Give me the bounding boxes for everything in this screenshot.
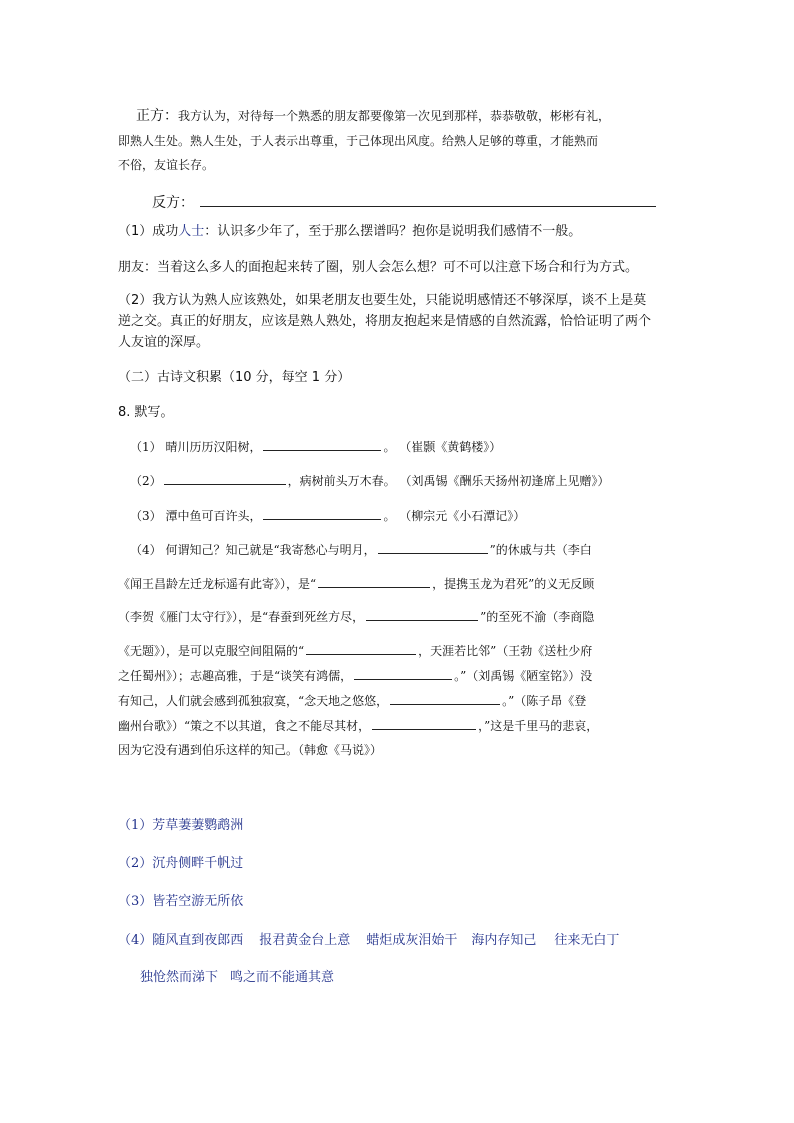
q4-line-1 [130,541,592,558]
fan-label: 反方： [152,195,194,211]
q1-prefix: （1） 晴川历历汉阳树， [130,440,262,454]
zheng-line-2: 即熟人生处。熟人生处，于人表示出尊重，于己体现出风度。给熟人足够的尊重，才能熟而 [118,134,599,148]
answer1-p1-rest: ：认识多少年了，至于那么摆谱吗？抱你是说明我们感情不一般。 [204,224,582,239]
q4-l4a: 《无题》），是可以克服空间阻隔的“ [118,644,305,658]
q4-l5a: 之任蜀州》）；志趣高雅，于是“谈笑有鸿儒， [118,669,353,683]
answer-3: （3）皆若空游无所依 [118,894,244,909]
fan-answer-blank[interactable] [200,194,656,207]
q4-l7a: 幽州台歌》）“策之不以其道，食之不能尽其材， [118,719,371,733]
answer-4-item: 报君黄金台上意 [259,933,351,948]
zheng-label: 正方： [136,108,178,124]
q4-l3a: （李贺《雁门太守行》），是“春蚕到死丝方尽， [118,610,365,624]
q4-l2b: ，提携玉龙为君死”的义无反顾 [432,577,595,591]
answer-4-item: 独怆然而涕下 [140,970,219,985]
answer-4-item: 海内存知己 [471,933,537,948]
q4-l6a: 有知己，人们就会感到孤独寂寞，“念天地之悠悠， [118,694,389,708]
q1-blank[interactable] [263,438,381,451]
answer-2: （2）沉舟侧畔千帆过 [118,856,244,871]
q3-blank[interactable] [263,507,381,520]
zheng-text-1: 我方认为，对待每一个熟悉的朋友都要像第一次见到那样，恭恭敬敬，彬彬有礼， [178,109,611,123]
q4-blank-5[interactable] [354,667,452,680]
answer-4-item: 随风直到夜郎西 [152,933,244,948]
q8-item-3 [130,507,525,524]
answer1-p1-prefix: （1）成功 [118,224,179,239]
q4-l2a: 《闻王昌龄左迁龙标遥有此寄》），是“ [118,577,317,591]
q4-line-8: 因为它没有遇到伯乐这样的知己。（韩愈《马说》） [118,743,383,757]
q2-blank[interactable] [164,472,286,485]
q4-l7b: ，”这是千里马的悲哀， [478,719,599,733]
q4-line-4 [118,642,592,659]
q4-line-5 [118,667,592,684]
q4-line-7 [118,717,598,734]
answer-4-line-1 [118,933,619,949]
q4-blank-4[interactable] [306,642,416,655]
q4-blank-2[interactable] [318,575,430,588]
q4-line-3 [118,608,594,625]
q4-blank-7[interactable] [372,717,476,730]
q8-item-1 [130,438,501,455]
q4-l3b: ”的至死不渝（李商隐 [480,610,595,624]
answer-4-item: 往来无白丁 [554,933,620,948]
q2-suffix: ，病树前头万木春。 （刘禹锡《酬乐天扬州初逢席上见赠》） [287,474,610,488]
q4-l4b: ，天涯若比邻”（王勃《送杜少府 [418,644,593,658]
answer-4-label: （4） [118,933,153,948]
answer-4-item: 蜡炬成灰泪始干 [366,933,458,948]
q4-line-6 [118,692,586,709]
q4-blank-3[interactable] [366,608,478,621]
q8-item-2 [130,472,609,489]
answer-4-item: 鸣之而不能通其意 [230,970,335,985]
q3-prefix: （3） 潭中鱼可百许头， [130,509,262,523]
q4-blank-1[interactable] [378,541,488,554]
fan-line [152,194,658,211]
q1-suffix: 。 （崔颢《黄鹤楼》） [383,440,502,454]
zheng-line-1 [136,108,610,125]
answer-4-line-2 [140,970,334,986]
zheng-line-3: 不俗，友谊长存。 [118,158,215,172]
answer1-p3-line1: （2）我方认为熟人应该熟处，如果老朋友也要生处，只能说明感情还不够深厚，谈不上是莫 [118,293,647,308]
q4-line-2 [118,575,594,592]
q4-l5b: 。”（刘禹锡《陋室铭》）没 [454,669,593,683]
answer1-p3-line2: 逆之交。真正的好朋友，应该是熟人熟处，将朋友抱起来是情感的自然流露，恰恰证明了两个 [118,314,652,329]
answer1-p2: 朋友：当着这么多人的面抱起来转了圈，别人会怎么想？可不可以注意下场合和行为方式。 [118,260,639,275]
section2-heading: （二）古诗文积累（10 分，每空 1 分） [118,370,351,385]
question-8: 8. 默写。 [118,405,174,420]
answer1-p3-line3: 人友谊的深厚。 [118,335,210,350]
q4-l1a: （4） 何谓知己？知己就是“我寄愁心与明月， [130,543,376,557]
answer1-p1 [118,224,581,240]
q4-blank-6[interactable] [390,692,500,705]
q3-suffix: 。 （柳宗元《小石潭记》） [383,509,526,523]
q4-l1b: ”的休戚与共（李白 [489,543,592,557]
q2-prefix: （2） [130,474,162,488]
answer1-p1-emph: 人士 [178,224,205,239]
answer-1: （1）芳草萋萋鹦鹉洲 [118,818,244,833]
q4-l6b: 。”（陈子昂《登 [502,694,587,708]
